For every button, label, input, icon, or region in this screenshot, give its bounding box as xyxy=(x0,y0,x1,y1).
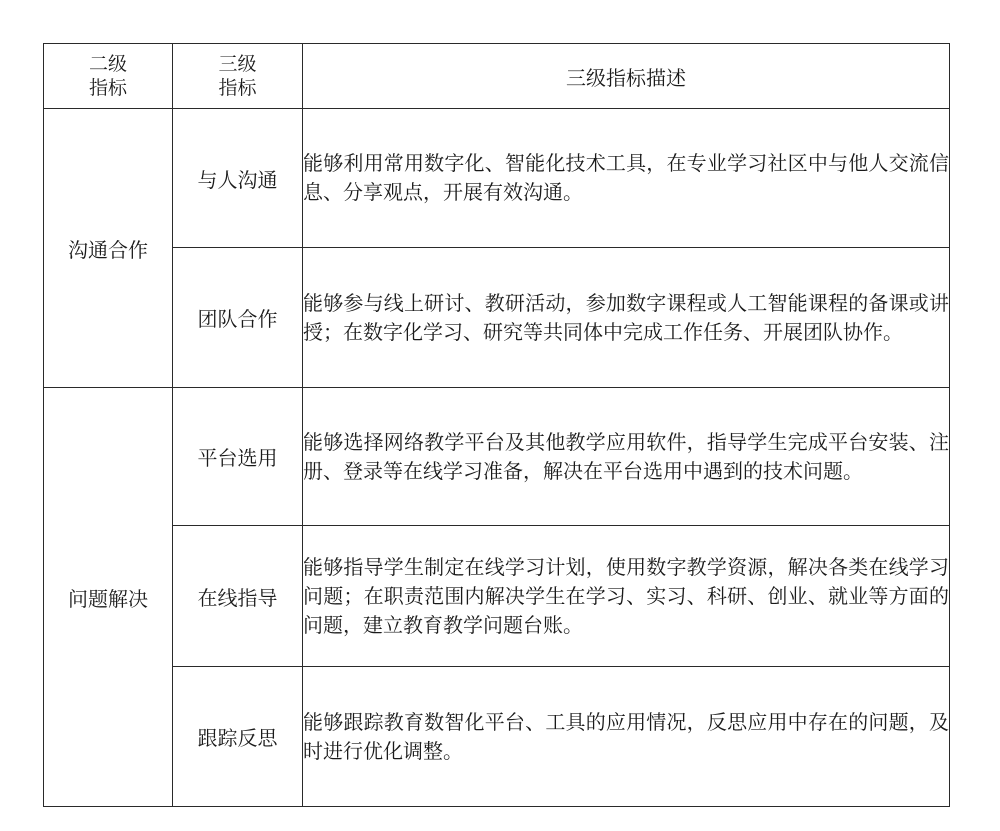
header-level3-line2: 指标 xyxy=(218,77,257,99)
description-cell: 能够跟踪教育数智化平台、工具的应用情况，反思应用中存在的问题，及时进行优化调整。 xyxy=(303,667,950,807)
description-cell: 能够指导学生制定在线学习计划，使用数字教学资源，解决各类在线学习问题；在职责范围内解决学生在学习、实习、科研、创业、就业等方面的问题，建立教育教学问题台账。 xyxy=(303,526,950,667)
description-cell: 能够选择网络教学平台及其他教学应用软件，指导学生完成平台安装、注册、登录等在线学习准备，解决在平台选用中遇到的技术问题。 xyxy=(303,388,950,526)
table-row xyxy=(44,388,950,526)
indicator-table xyxy=(43,43,950,807)
level2-cell: 沟通合作 xyxy=(44,109,173,388)
level3-cell: 平台选用 xyxy=(173,388,303,526)
level3-cell: 团队合作 xyxy=(173,248,303,388)
level3-cell: 与人沟通 xyxy=(173,109,303,248)
table-row xyxy=(44,667,950,807)
header-description: 三级指标描述 xyxy=(303,44,950,109)
header-level3-line1: 三级 xyxy=(218,53,257,75)
table-row xyxy=(44,248,950,388)
level2-cell: 问题解决 xyxy=(44,388,173,807)
level3-cell: 在线指导 xyxy=(173,526,303,667)
description-cell: 能够利用常用数字化、智能化技术工具，在专业学习社区中与他人交流信息、分享观点，开展有效沟通。 xyxy=(303,109,950,248)
level3-cell: 跟踪反思 xyxy=(173,667,303,807)
header-level2-line1: 二级 xyxy=(88,53,127,75)
header-level3 xyxy=(173,44,303,109)
table-row xyxy=(44,109,950,248)
header-level2-line2: 指标 xyxy=(88,77,127,99)
header-level2 xyxy=(44,44,173,109)
description-cell: 能够参与线上研讨、教研活动，参加数字课程或人工智能课程的备课或讲授；在数字化学习、研究等共同体中完成工作任务、开展团队协作。 xyxy=(303,248,950,388)
table-row xyxy=(44,526,950,667)
table-header-row xyxy=(44,44,950,109)
